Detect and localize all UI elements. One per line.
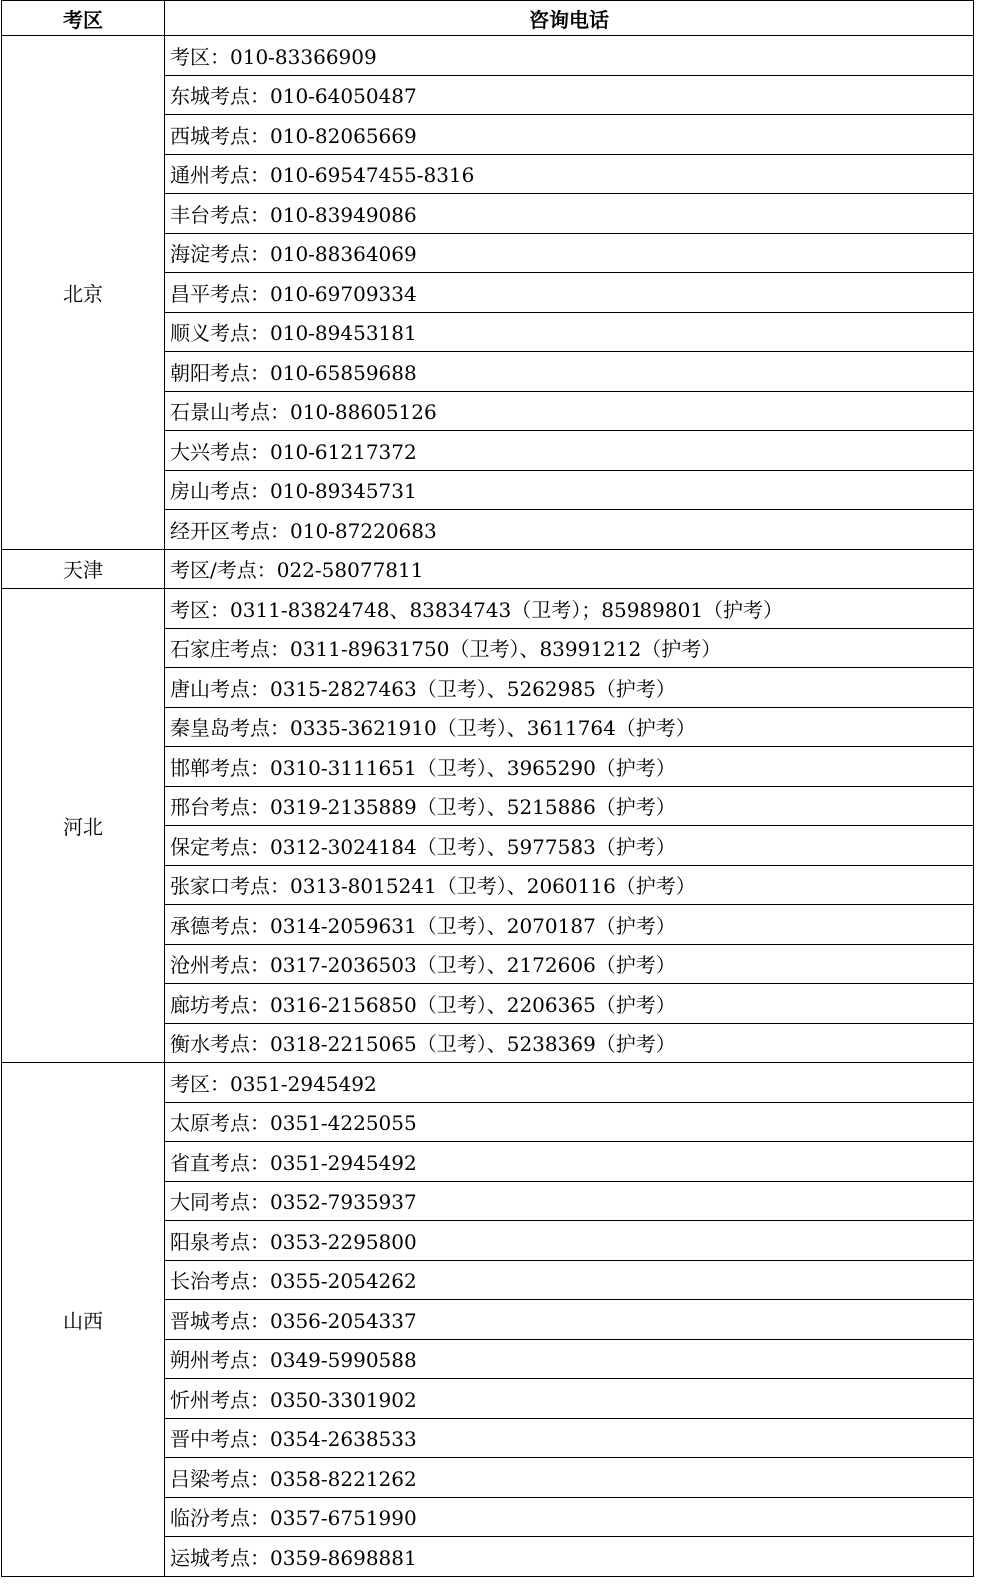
phone-cell: 考区：0351-2945492 (165, 1063, 974, 1103)
phone-cell: 吕梁考点：0358-8221262 (165, 1458, 974, 1498)
phone-cell: 保定考点：0312-3024184（卫考）、5977583（护考） (165, 826, 974, 866)
phone-cell: 考区/考点：022-58077811 (165, 549, 974, 589)
phone-cell: 通州考点：010-69547455-8316 (165, 154, 974, 194)
phone-cell: 西城考点：010-82065669 (165, 115, 974, 155)
phone-cell: 东城考点：010-64050487 (165, 75, 974, 115)
table-row (2, 36, 974, 76)
table-body (2, 36, 974, 1577)
phone-cell: 考区：010-83366909 (165, 36, 974, 76)
contact-table (1, 0, 974, 1577)
header-region: 考区 (2, 1, 165, 36)
phone-cell: 顺义考点：010-89453181 (165, 312, 974, 352)
phone-cell: 考区：0311-83824748、83834743（卫考）；85989801（护考） (165, 589, 974, 629)
phone-cell: 省直考点：0351-2945492 (165, 1142, 974, 1182)
phone-cell: 秦皇岛考点：0335-3621910（卫考）、3611764（护考） (165, 707, 974, 747)
phone-cell: 大兴考点：010-61217372 (165, 431, 974, 471)
phone-cell: 晋城考点：0356-2054337 (165, 1300, 974, 1340)
region-cell: 山西 (2, 1063, 165, 1577)
phone-cell: 经开区考点：010-87220683 (165, 510, 974, 550)
phone-cell: 朝阳考点：010-65859688 (165, 352, 974, 392)
table-row (2, 549, 974, 589)
phone-cell: 运城考点：0359-8698881 (165, 1537, 974, 1577)
region-cell: 北京 (2, 36, 165, 550)
header-phone: 咨询电话 (165, 1, 974, 36)
table-row (2, 589, 974, 629)
phone-cell: 海淀考点：010-88364069 (165, 233, 974, 273)
phone-cell: 太原考点：0351-4225055 (165, 1102, 974, 1142)
phone-cell: 张家口考点：0313-8015241（卫考）、2060116（护考） (165, 865, 974, 905)
phone-cell: 房山考点：010-89345731 (165, 470, 974, 510)
phone-cell: 长治考点：0355-2054262 (165, 1260, 974, 1300)
phone-cell: 衡水考点：0318-2215065（卫考）、5238369（护考） (165, 1023, 974, 1063)
phone-cell: 沧州考点：0317-2036503（卫考）、2172606（护考） (165, 944, 974, 984)
phone-cell: 大同考点：0352-7935937 (165, 1181, 974, 1221)
phone-cell: 晋中考点：0354-2638533 (165, 1418, 974, 1458)
phone-cell: 廊坊考点：0316-2156850（卫考）、2206365（护考） (165, 984, 974, 1024)
phone-cell: 石景山考点：010-88605126 (165, 391, 974, 431)
table-row (2, 1063, 974, 1103)
phone-cell: 昌平考点：010-69709334 (165, 273, 974, 313)
phone-cell: 阳泉考点：0353-2295800 (165, 1221, 974, 1261)
phone-cell: 邯郸考点：0310-3111651（卫考）、3965290（护考） (165, 747, 974, 787)
header-row (2, 1, 974, 36)
phone-cell: 临汾考点：0357-6751990 (165, 1497, 974, 1537)
phone-cell: 承德考点：0314-2059631（卫考）、2070187（护考） (165, 905, 974, 945)
phone-cell: 唐山考点：0315-2827463（卫考）、5262985（护考） (165, 668, 974, 708)
region-cell: 天津 (2, 549, 165, 589)
phone-cell: 丰台考点：010-83949086 (165, 194, 974, 234)
phone-cell: 邢台考点：0319-2135889（卫考）、5215886（护考） (165, 786, 974, 826)
phone-cell: 忻州考点：0350-3301902 (165, 1379, 974, 1419)
phone-cell: 朔州考点：0349-5990588 (165, 1339, 974, 1379)
phone-cell: 石家庄考点：0311-89631750（卫考）、83991212（护考） (165, 628, 974, 668)
region-cell: 河北 (2, 589, 165, 1063)
